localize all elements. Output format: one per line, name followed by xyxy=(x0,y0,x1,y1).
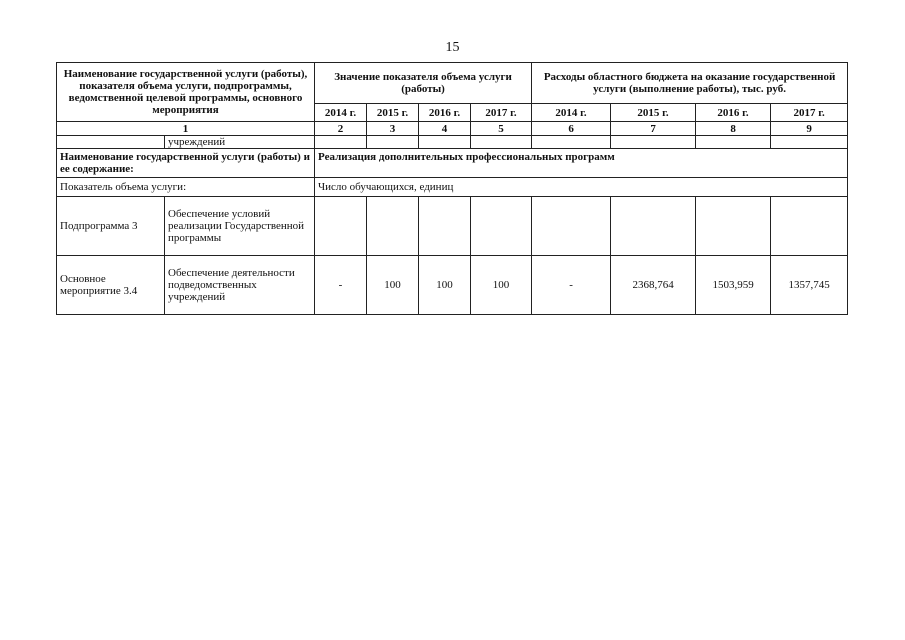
header-year-cell: 2015 г. xyxy=(367,104,419,122)
row-value: 1503,959 xyxy=(696,256,771,315)
row-value: 100 xyxy=(471,256,532,315)
column-number-cell: 3 xyxy=(367,122,419,136)
row-value xyxy=(471,197,532,256)
indicator-row xyxy=(57,178,848,197)
column-number-cell: 5 xyxy=(471,122,532,136)
column-number-cell: 7 xyxy=(611,122,696,136)
header-value-group: Значение показателя объема услуги (работы) xyxy=(315,63,532,104)
row-value: 2368,764 xyxy=(611,256,696,315)
header-name-cell: Наименование государственной услуги (работы), показателя объема услуги, подпрограммы, ведомственной целевой программы, основного мероприятия xyxy=(57,63,315,122)
header-year-cell: 2016 г. xyxy=(696,104,771,122)
indicator-value: Число обучающихся, единиц xyxy=(315,178,848,197)
row-value xyxy=(532,197,611,256)
carry-over-text: учреждений xyxy=(165,136,315,149)
row-value xyxy=(315,197,367,256)
row-value xyxy=(367,197,419,256)
carry-empty-cell xyxy=(57,136,165,149)
header-year-cell: 2014 г. xyxy=(315,104,367,122)
row-name: Подпрограмма 3 xyxy=(57,197,165,256)
table-row xyxy=(57,256,848,315)
row-value xyxy=(611,197,696,256)
service-name-label: Наименование государственной услуги (работы) и ее содержание: xyxy=(57,149,315,178)
row-value xyxy=(696,197,771,256)
row-value: 100 xyxy=(419,256,471,315)
header-year-cell: 2017 г. xyxy=(771,104,848,122)
row-value xyxy=(771,197,848,256)
column-number-cell: 8 xyxy=(696,122,771,136)
header-year-cell: 2015 г. xyxy=(611,104,696,122)
row-value: 1357,745 xyxy=(771,256,848,315)
table-row xyxy=(57,197,848,256)
program-table xyxy=(56,62,848,315)
carry-over-row xyxy=(57,136,848,149)
header-row-groups xyxy=(57,63,848,104)
column-number-cell: 4 xyxy=(419,122,471,136)
header-expense-group: Расходы областного бюджета на оказание государственной услуги (выполнение работы), тыс. руб. xyxy=(532,63,848,104)
row-value xyxy=(419,197,471,256)
row-value: - xyxy=(315,256,367,315)
row-description: Обеспечение деятельности подведомственных учреждений xyxy=(165,256,315,315)
column-number-cell: 2 xyxy=(315,122,367,136)
column-number-row xyxy=(57,122,848,136)
row-name: Основное мероприятие 3.4 xyxy=(57,256,165,315)
service-name-value: Реализация дополнительных профессиональных программ xyxy=(315,149,848,178)
page-number: 15 xyxy=(445,40,460,55)
column-number-cell: 9 xyxy=(771,122,848,136)
column-number-cell: 1 xyxy=(57,122,315,136)
header-year-cell: 2016 г. xyxy=(419,104,471,122)
row-value: - xyxy=(532,256,611,315)
header-year-cell: 2014 г. xyxy=(532,104,611,122)
row-description: Обеспечение условий реализации Государственной программы xyxy=(165,197,315,256)
row-value: 100 xyxy=(367,256,419,315)
column-number-cell: 6 xyxy=(532,122,611,136)
header-year-cell: 2017 г. xyxy=(471,104,532,122)
service-name-row xyxy=(57,149,848,178)
indicator-label: Показатель объема услуги: xyxy=(57,178,315,197)
